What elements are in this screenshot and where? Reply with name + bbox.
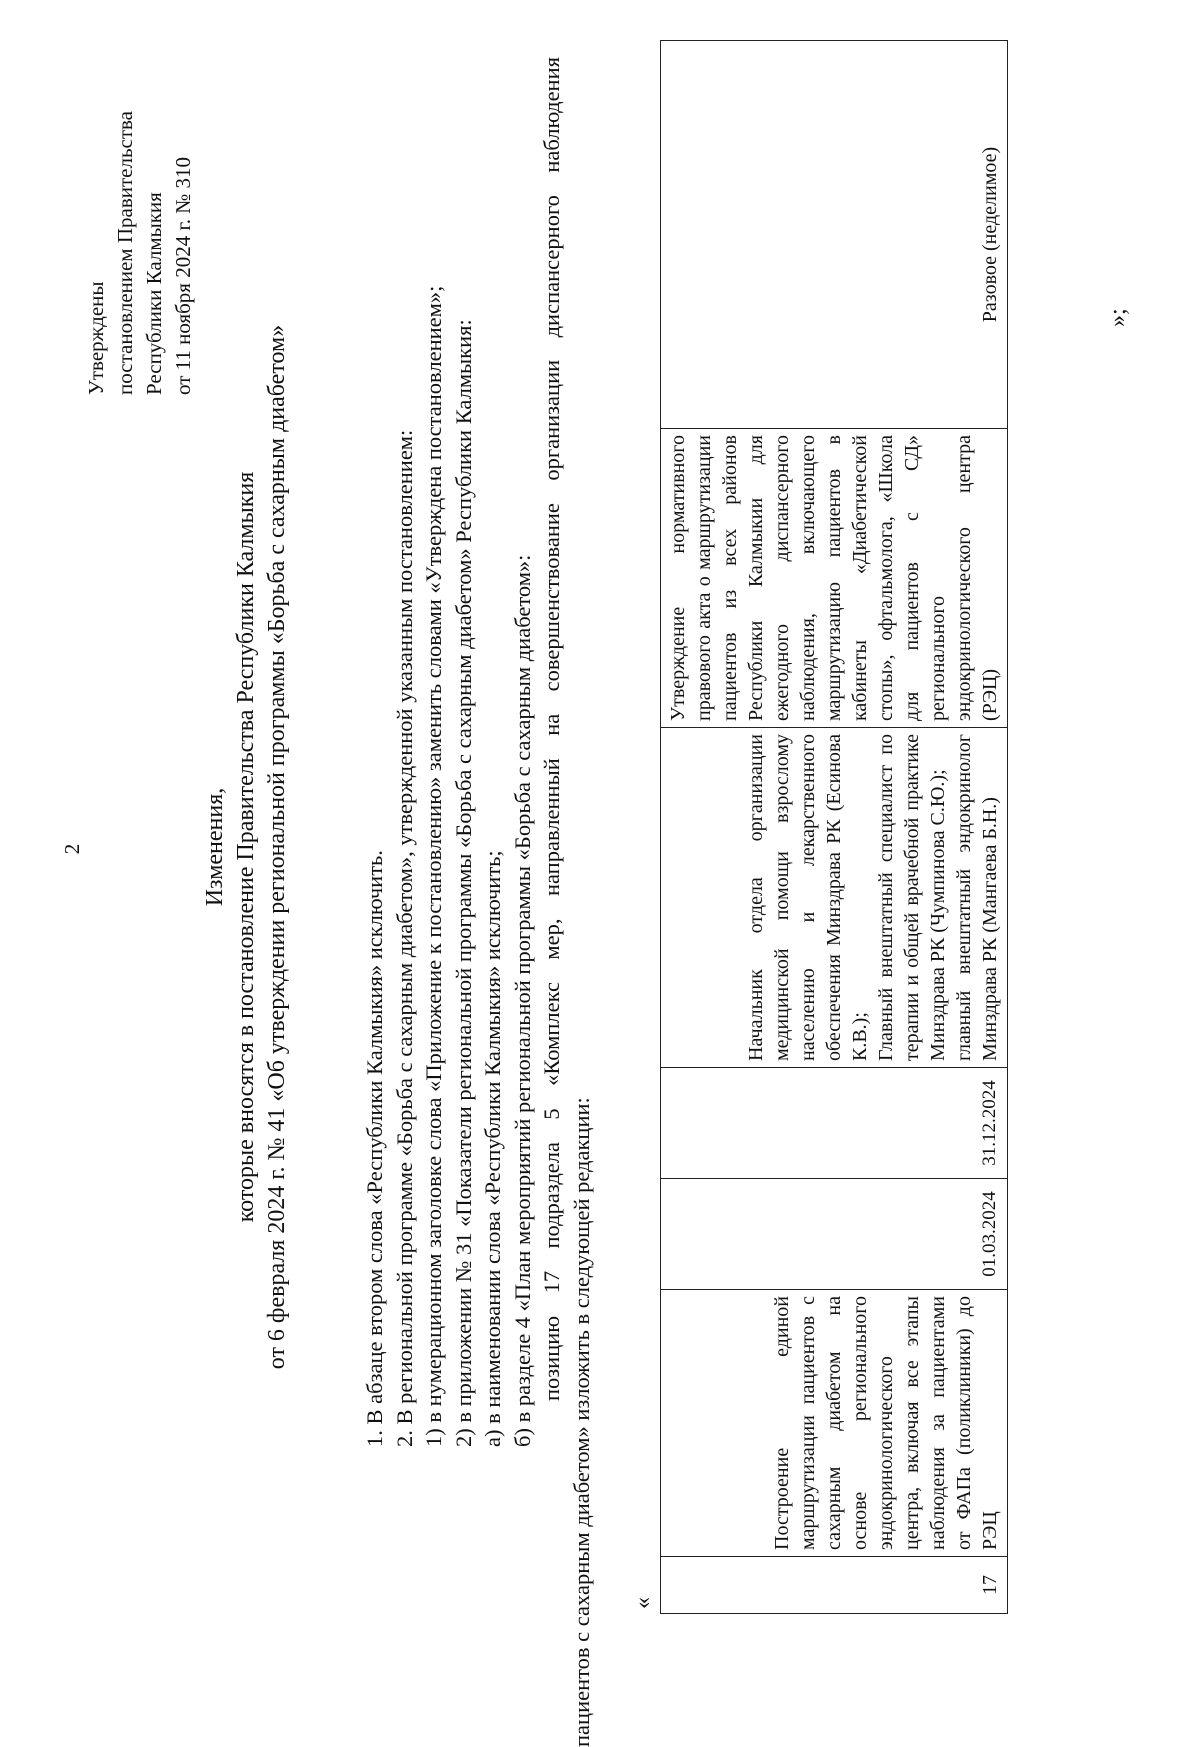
- end-date-cell: 31.12.2024: [661, 1068, 1008, 1179]
- approval-line: Утверждены: [84, 281, 108, 395]
- approval-line: Республики Калмыкия: [142, 192, 166, 395]
- change-paragraph: позицию 17 подраздела 5 «Комплекс мер, направленный на совершенствование организации диспансерного наблюдения: [539, 57, 564, 1401]
- responsible-person: главный внештатный эндокринолог Минздрава РК (Мангаева Б.Н.): [953, 734, 1001, 1061]
- opening-quote: «: [630, 1597, 656, 1609]
- approval-line: от 11 ноября 2024 г. № 310: [171, 157, 195, 395]
- responsible-person: Начальник отдела организации медицинской помощи взрослому населению и лекарственного обеспечения Минздрава РК (Есинова К.В.);: [745, 734, 871, 1061]
- title-line: Изменения,: [202, 787, 228, 907]
- page-number: 2: [60, 843, 84, 855]
- change-subitem: 2) в приложении № 31 «Показатели региональной программы «Борьба с сахарным диабетом» Республики Калмыкия:: [450, 319, 476, 1447]
- change-subitem: б) в разделе 4 «План мероприятий региональной программы «Борьба с сахарным диабетом»:: [509, 554, 535, 1447]
- change-paragraph-continuation: пациентов с сахарным диабетом» изложить в следующей редакции:: [568, 1097, 594, 1747]
- approval-stamp: [82, 111, 198, 395]
- change-subitem: а) в наименовании слова «Республики Калмыкия» исключить;: [480, 850, 505, 1447]
- measures-table: [660, 40, 1008, 1614]
- responsible-person: Главный внештатный специалист по терапии и общей врачебной практике Минздрава РК (Чумпинова С.Ю.);: [875, 734, 949, 1061]
- change-subitem: 1) в нумерационном заголовке слова «Приложение к постановлению» заменить словами «Утверждена постановлением»;: [421, 285, 446, 1447]
- position-number-cell: 17: [661, 1557, 1008, 1614]
- result-cell: Утверждение нормативного правового акта о маршрутизации пациентов из всех районов Республики Калмыкии для ежегодного диспансерного наблюдения, включающего маршрутизацию пациентов в кабинеты «Диабетической стопы», офтальмолога, «Школа для пациентов с СД» регионального эндокринологического центра (РЭЦ): [661, 429, 1008, 728]
- title-line: которые вносятся в постановление Правительства Республики Калмыкия: [233, 471, 259, 1223]
- changes-list: [360, 57, 596, 1747]
- title-line: от 6 февраля 2024 г. № 41 «Об утверждении региональной программы «Борьба с сахарным диабетом»: [264, 324, 290, 1370]
- approval-line: постановлением Правительства: [113, 110, 137, 395]
- table-row: [661, 41, 1008, 1614]
- measure-name-cell: Построение единой маршрутизации пациентов с сахарным диабетом на основе регионального эндокринологического центра, включая все этапы наблюдения за пациентами от ФАПа (поликлиники) до РЭЦ: [661, 1290, 1008, 1557]
- start-date-cell: 01.03.2024: [661, 1179, 1008, 1290]
- change-item: 2. В региональной программе «Борьба с сахарным диабетом», утвержденной указанным постановлением:: [391, 429, 417, 1447]
- measure-type-cell: Разовое (неделимое): [661, 41, 1008, 429]
- document-title: [200, 117, 293, 1577]
- change-item: 1. В абзаце втором слова «Республики Калмыкия» исключить.: [362, 850, 387, 1447]
- closing-quote: »;: [1105, 308, 1131, 327]
- responsible-cell: [661, 728, 1008, 1068]
